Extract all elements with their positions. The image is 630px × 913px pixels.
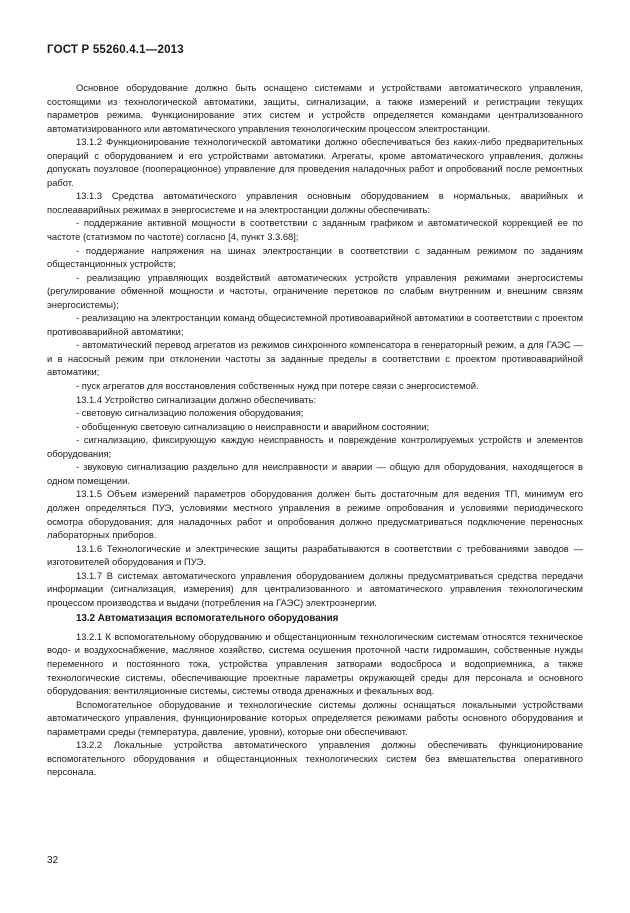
list-item: - сигнализацию, фиксирующую каждую неисправность и повреждение контролируемых устройств и элементов оборудования; <box>47 434 583 459</box>
paragraph: 13.1.5 Объем измерений параметров оборудования должен быть достаточным для ведения ТП, минимум его должен определяться ПУЭ, условиями местного управления в режиме опробования и условиями периодического осмотра оборудования; для наладочных работ и опробования должно предусматриваться подключение переносных лабораторных приборов. <box>47 488 583 541</box>
document-header: ГОСТ Р 55260.4.1—2013 <box>47 44 184 56</box>
paragraph: 13.1.4 Устройство сигнализации должно обеспечивать: <box>76 393 317 405</box>
list-item: - автоматический перевод агрегатов из режимов синхронного компенсатора в генераторный режим, а для ГАЭС — и в насосный режим при отклонении частоты за заданные пределы в соответствии с проектом противоаварийной автоматики; <box>47 339 583 378</box>
document-body <box>47 81 583 779</box>
paragraph: 13.2.2 Локальные устройства автоматического управления должны обеспечивать функционирование вспомогательного оборудования и общестанционных технологических систем без вмешательства оперативного персонала. <box>47 739 583 778</box>
section-heading: 13.2 Автоматизация вспомогательного оборудования <box>76 613 339 625</box>
paragraph: 13.1.6 Технологические и электрические защиты разрабатываются в соответствии с требованиями заводов — изготовителей оборудования и ПУЭ. <box>47 542 583 568</box>
list-item: - звуковую сигнализацию раздельно для неисправности и аварии — общую для оборудования, находящегося в одном помещении. <box>47 461 583 486</box>
list-item: - световую сигнализацию положения оборудования; <box>76 407 304 419</box>
list-item: - поддержание активной мощности в соответствии с заданным графиком и автоматической коррекцией ее по частоте (статизмом по частоте) согласно [4, пункт 3.3.68]; <box>47 217 583 243</box>
paragraph: Вспомогательное оборудование и технологические системы должны оснащаться локальными устройствами автоматического управления, функционирование которых определяется режимами работы основного оборудования и параметрами среды (температура, давление, уровни), которые они обеспечивают. <box>47 698 583 737</box>
list-item: - поддержание напряжения на шинах электростанции в соответствии с заданным режимом по заданиям общестанционных устройств; <box>47 244 583 270</box>
list-item: - реализацию на электростанции команд общесистемной противоаварийной автоматики в соответствии с проектом противоаварийной автоматики; <box>47 312 583 337</box>
list-item: - обобщенную световую сигнализацию о неисправности и аварийном состоянии; <box>76 420 430 432</box>
page-number: 32 <box>47 855 59 866</box>
paragraph: 13.1.3 Средства автоматического управления основным оборудованием в нормальных, аварийных и послеаварийных режимах в энергосистеме и на электростанции должны обеспечивать: <box>47 190 583 215</box>
paragraph: 13.2.1 К вспомогательному оборудованию и общестанционным технологическим системам относятся техническое водо- и воздухоснабжение, масляное хозяйство, система осушения проточной части гидромашин, собственные нужды переменного и постоянного тока, устройства управления затворами водосброса и водоприемника, а также технологические системы, обеспечивающие проектные параметры окружающей среды для персонала и основного оборудования: вентиляционные системы, системы отвода дренажных и фекальных вод. <box>47 630 583 697</box>
paragraph: 13.1.7 В системах автоматического управления оборудованием должны предусматриваться средства передачи информации (сигнализация, измерения) для централизованного и автоматического управления технологическим процессом производства и выдачи (потребления на ГАЭС) электроэнергии. <box>47 569 583 608</box>
list-item: - реализацию управляющих воздействий автоматических устройств управления режимами энергосистемы (регулирование обменной мощности и частоты, ограничение перетоков по слабым внутренним и внешним связям энергосистемы); <box>47 271 583 310</box>
paragraph: 13.1.2 Функционирование технологической автоматики должно обеспечиваться без каких-либо предварительных операций с оборудованием и его устройствами автоматики. Агрегаты, кроме автоматического управления, должны допускать поузловое (пооперационное) управление для проведения наладочных работ и опробований после ремонтных работ. <box>47 136 583 188</box>
paragraph: Основное оборудование должно быть оснащено системами и устройствами автоматического управления, состоящими из технологической автоматики, защиты, сигнализации, а также измерений и регистрации текущих параметров режима. Функционирование этих систем и устройств определяется командами централизованного автоматизированного или автоматического управления технологическим процессом электростанции. <box>47 82 583 134</box>
list-item: - пуск агрегатов для восстановления собственных нужд при потере связи с энергосистемой. <box>76 380 479 392</box>
